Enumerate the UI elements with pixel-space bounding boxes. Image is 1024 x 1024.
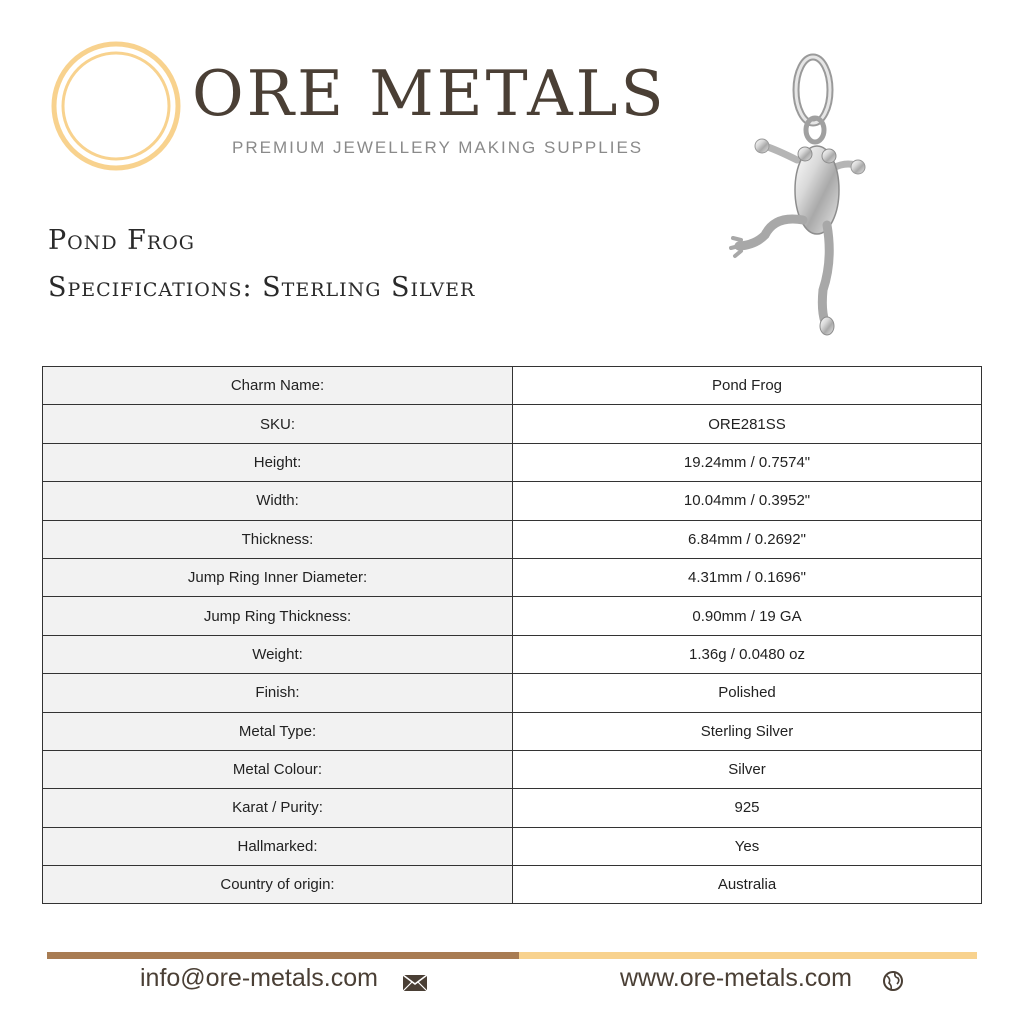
footer-email-link[interactable]: info@ore-metals.com xyxy=(140,964,378,992)
table-row xyxy=(43,558,982,596)
spec-label: Karat / Purity: xyxy=(43,789,513,827)
table-row xyxy=(43,635,982,673)
table-row xyxy=(43,367,982,405)
spec-value: Polished xyxy=(513,674,982,712)
brand-name: ORE METALS xyxy=(192,57,667,130)
spec-label: Metal Colour: xyxy=(43,750,513,788)
spec-label: Hallmarked: xyxy=(43,827,513,865)
spec-value: 925 xyxy=(513,789,982,827)
table-row xyxy=(43,674,982,712)
spec-label: Metal Type: xyxy=(43,712,513,750)
spec-label: Country of origin: xyxy=(43,866,513,904)
spec-label: Width: xyxy=(43,482,513,520)
spec-value: Yes xyxy=(513,827,982,865)
table-row xyxy=(43,789,982,827)
spec-value: 6.84mm / 0.2692" xyxy=(513,520,982,558)
frog-charm-image xyxy=(725,50,875,340)
spec-value: ORE281SS xyxy=(513,405,982,443)
product-specifications: Specifications: Sterling Silver xyxy=(48,272,476,303)
globe-icon xyxy=(882,970,904,992)
spec-label: Height: xyxy=(43,443,513,481)
spec-value: 0.90mm / 19 GA xyxy=(513,597,982,635)
spec-label: Finish: xyxy=(43,674,513,712)
spec-label: SKU: xyxy=(43,405,513,443)
spec-value: 1.36g / 0.0480 oz xyxy=(513,635,982,673)
spec-value: 10.04mm / 0.3952" xyxy=(513,482,982,520)
table-row xyxy=(43,482,982,520)
table-row xyxy=(43,866,982,904)
table-row xyxy=(43,520,982,558)
spec-label: Thickness: xyxy=(43,520,513,558)
footer-bar-right xyxy=(519,952,977,959)
spec-value: Sterling Silver xyxy=(513,712,982,750)
product-title: Pond Frog xyxy=(48,225,195,256)
brand-tagline: PREMIUM JEWELLERY MAKING SUPPLIES xyxy=(232,138,644,157)
spec-label: Weight: xyxy=(43,635,513,673)
table-row xyxy=(43,443,982,481)
spec-value: 4.31mm / 0.1696" xyxy=(513,558,982,596)
table-row xyxy=(43,712,982,750)
specifications-table xyxy=(42,366,982,904)
spec-value: Pond Frog xyxy=(513,367,982,405)
footer-website-link[interactable]: www.ore-metals.com xyxy=(620,964,852,992)
spec-label: Jump Ring Thickness: xyxy=(43,597,513,635)
spec-value: 19.24mm / 0.7574" xyxy=(513,443,982,481)
table-row xyxy=(43,597,982,635)
spec-value: Australia xyxy=(513,866,982,904)
spec-label: Charm Name: xyxy=(43,367,513,405)
spec-value: Silver xyxy=(513,750,982,788)
table-row xyxy=(43,827,982,865)
table-row xyxy=(43,750,982,788)
footer-bar-left xyxy=(47,952,519,959)
spec-label: Jump Ring Inner Diameter: xyxy=(43,558,513,596)
envelope-icon xyxy=(402,974,428,992)
table-row xyxy=(43,405,982,443)
logo-ring-icon xyxy=(50,40,182,172)
